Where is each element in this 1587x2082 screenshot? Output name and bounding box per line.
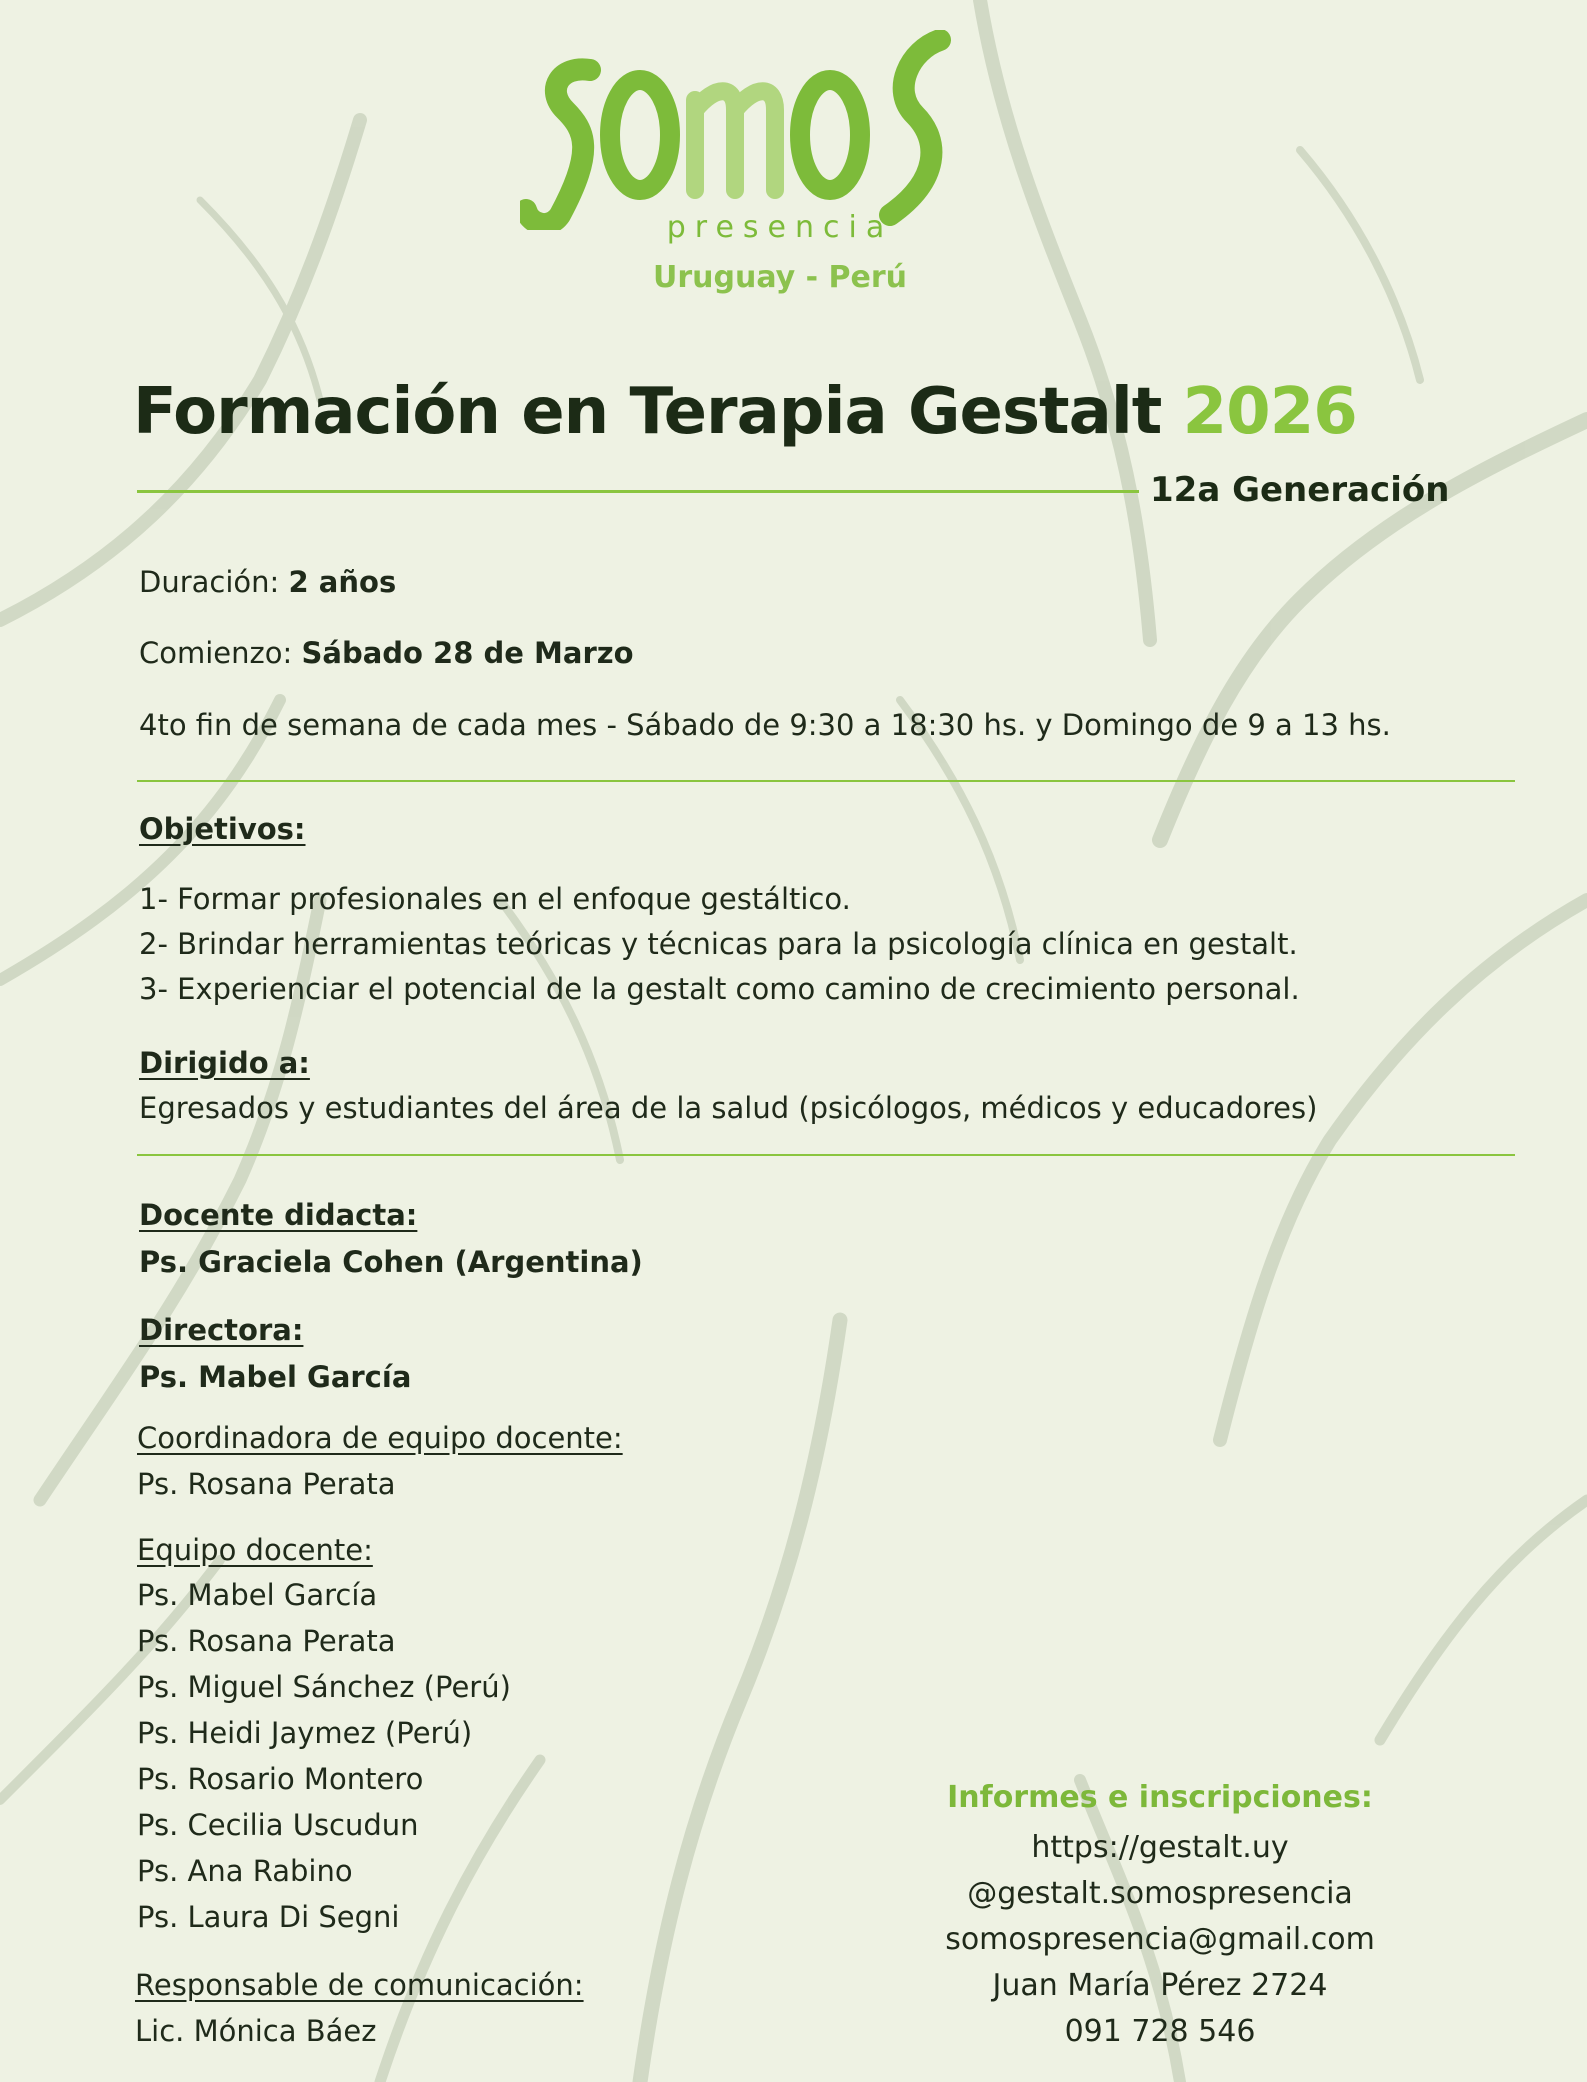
audience-heading: Dirigido a: bbox=[139, 1046, 310, 1080]
objective-item: 2- Brindar herramientas teóricas y técnicas para la psicología clínica en gestalt. bbox=[139, 927, 1298, 961]
contact-website[interactable]: https://gestalt.uy bbox=[1031, 1830, 1289, 1865]
communication-heading: Responsable de comunicación: bbox=[135, 1968, 584, 2002]
duration-value: 2 años bbox=[288, 565, 397, 599]
didactic-heading: Docente didacta: bbox=[139, 1198, 418, 1232]
somos-presencia-logo bbox=[520, 30, 1040, 300]
didactic-name: Ps. Graciela Cohen (Argentina) bbox=[139, 1245, 643, 1279]
contact-email[interactable]: somospresencia@gmail.com bbox=[945, 1922, 1375, 1957]
coordinator-heading: Coordinadora de equipo docente: bbox=[137, 1421, 623, 1455]
logo-countries: Uruguay - Perú bbox=[652, 260, 908, 295]
team-member: Ps. Rosario Montero bbox=[137, 1762, 424, 1796]
team-member: Ps. Mabel García bbox=[137, 1578, 378, 1612]
contact-address: Juan María Pérez 2724 bbox=[992, 1968, 1328, 2003]
duration-line bbox=[139, 565, 396, 599]
team-member: Ps. Cecilia Uscudun bbox=[137, 1808, 419, 1842]
contact-block bbox=[880, 1780, 1440, 2055]
team-heading: Equipo docente: bbox=[137, 1533, 373, 1567]
team-member: Ps. Laura Di Segni bbox=[137, 1900, 400, 1934]
director-heading: Directora: bbox=[139, 1313, 304, 1347]
objective-item: 3- Experienciar el potencial de la gestalt como camino de crecimiento personal. bbox=[139, 972, 1300, 1006]
director-name: Ps. Mabel García bbox=[139, 1360, 412, 1394]
title-divider bbox=[137, 490, 1139, 493]
start-value: Sábado 28 de Marzo bbox=[301, 636, 634, 670]
audience-text: Egresados y estudiantes del área de la salud (psicólogos, médicos y educadores) bbox=[139, 1091, 1318, 1125]
team-member: Ps. Rosana Perata bbox=[137, 1624, 396, 1658]
contact-social[interactable]: @gestalt.somospresencia bbox=[967, 1876, 1353, 1911]
duration-label: Duración: bbox=[139, 565, 280, 599]
title-text: Formación en Terapia Gestalt bbox=[133, 375, 1162, 449]
team-member: Ps. Ana Rabino bbox=[137, 1854, 353, 1888]
objectives-heading: Objetivos: bbox=[139, 812, 306, 846]
generation-label: 12a Generación bbox=[1150, 470, 1450, 510]
contact-heading: Informes e inscripciones: bbox=[947, 1780, 1373, 1815]
team-member: Ps. Heidi Jaymez (Perú) bbox=[137, 1716, 473, 1750]
start-label: Comienzo: bbox=[139, 636, 293, 670]
section-divider bbox=[137, 1154, 1515, 1156]
communication-name: Lic. Mónica Báez bbox=[135, 2014, 377, 2048]
objective-item: 1- Formar profesionales en el enfoque gestáltico. bbox=[139, 882, 851, 916]
schedule-line: 4to fin de semana de cada mes - Sábado de 9:30 a 18:30 hs. y Domingo de 9 a 13 hs. bbox=[139, 708, 1391, 742]
title-year: 2026 bbox=[1182, 375, 1357, 449]
coordinator-name: Ps. Rosana Perata bbox=[137, 1467, 396, 1501]
logo-subtitle: presencia bbox=[666, 210, 894, 245]
team-member: Ps. Miguel Sánchez (Perú) bbox=[137, 1670, 511, 1704]
page-title bbox=[133, 375, 1357, 449]
somos-logo-mark bbox=[520, 30, 1040, 230]
start-line bbox=[139, 636, 634, 670]
section-divider bbox=[137, 780, 1515, 782]
contact-phone[interactable]: 091 728 546 bbox=[1064, 2014, 1256, 2049]
